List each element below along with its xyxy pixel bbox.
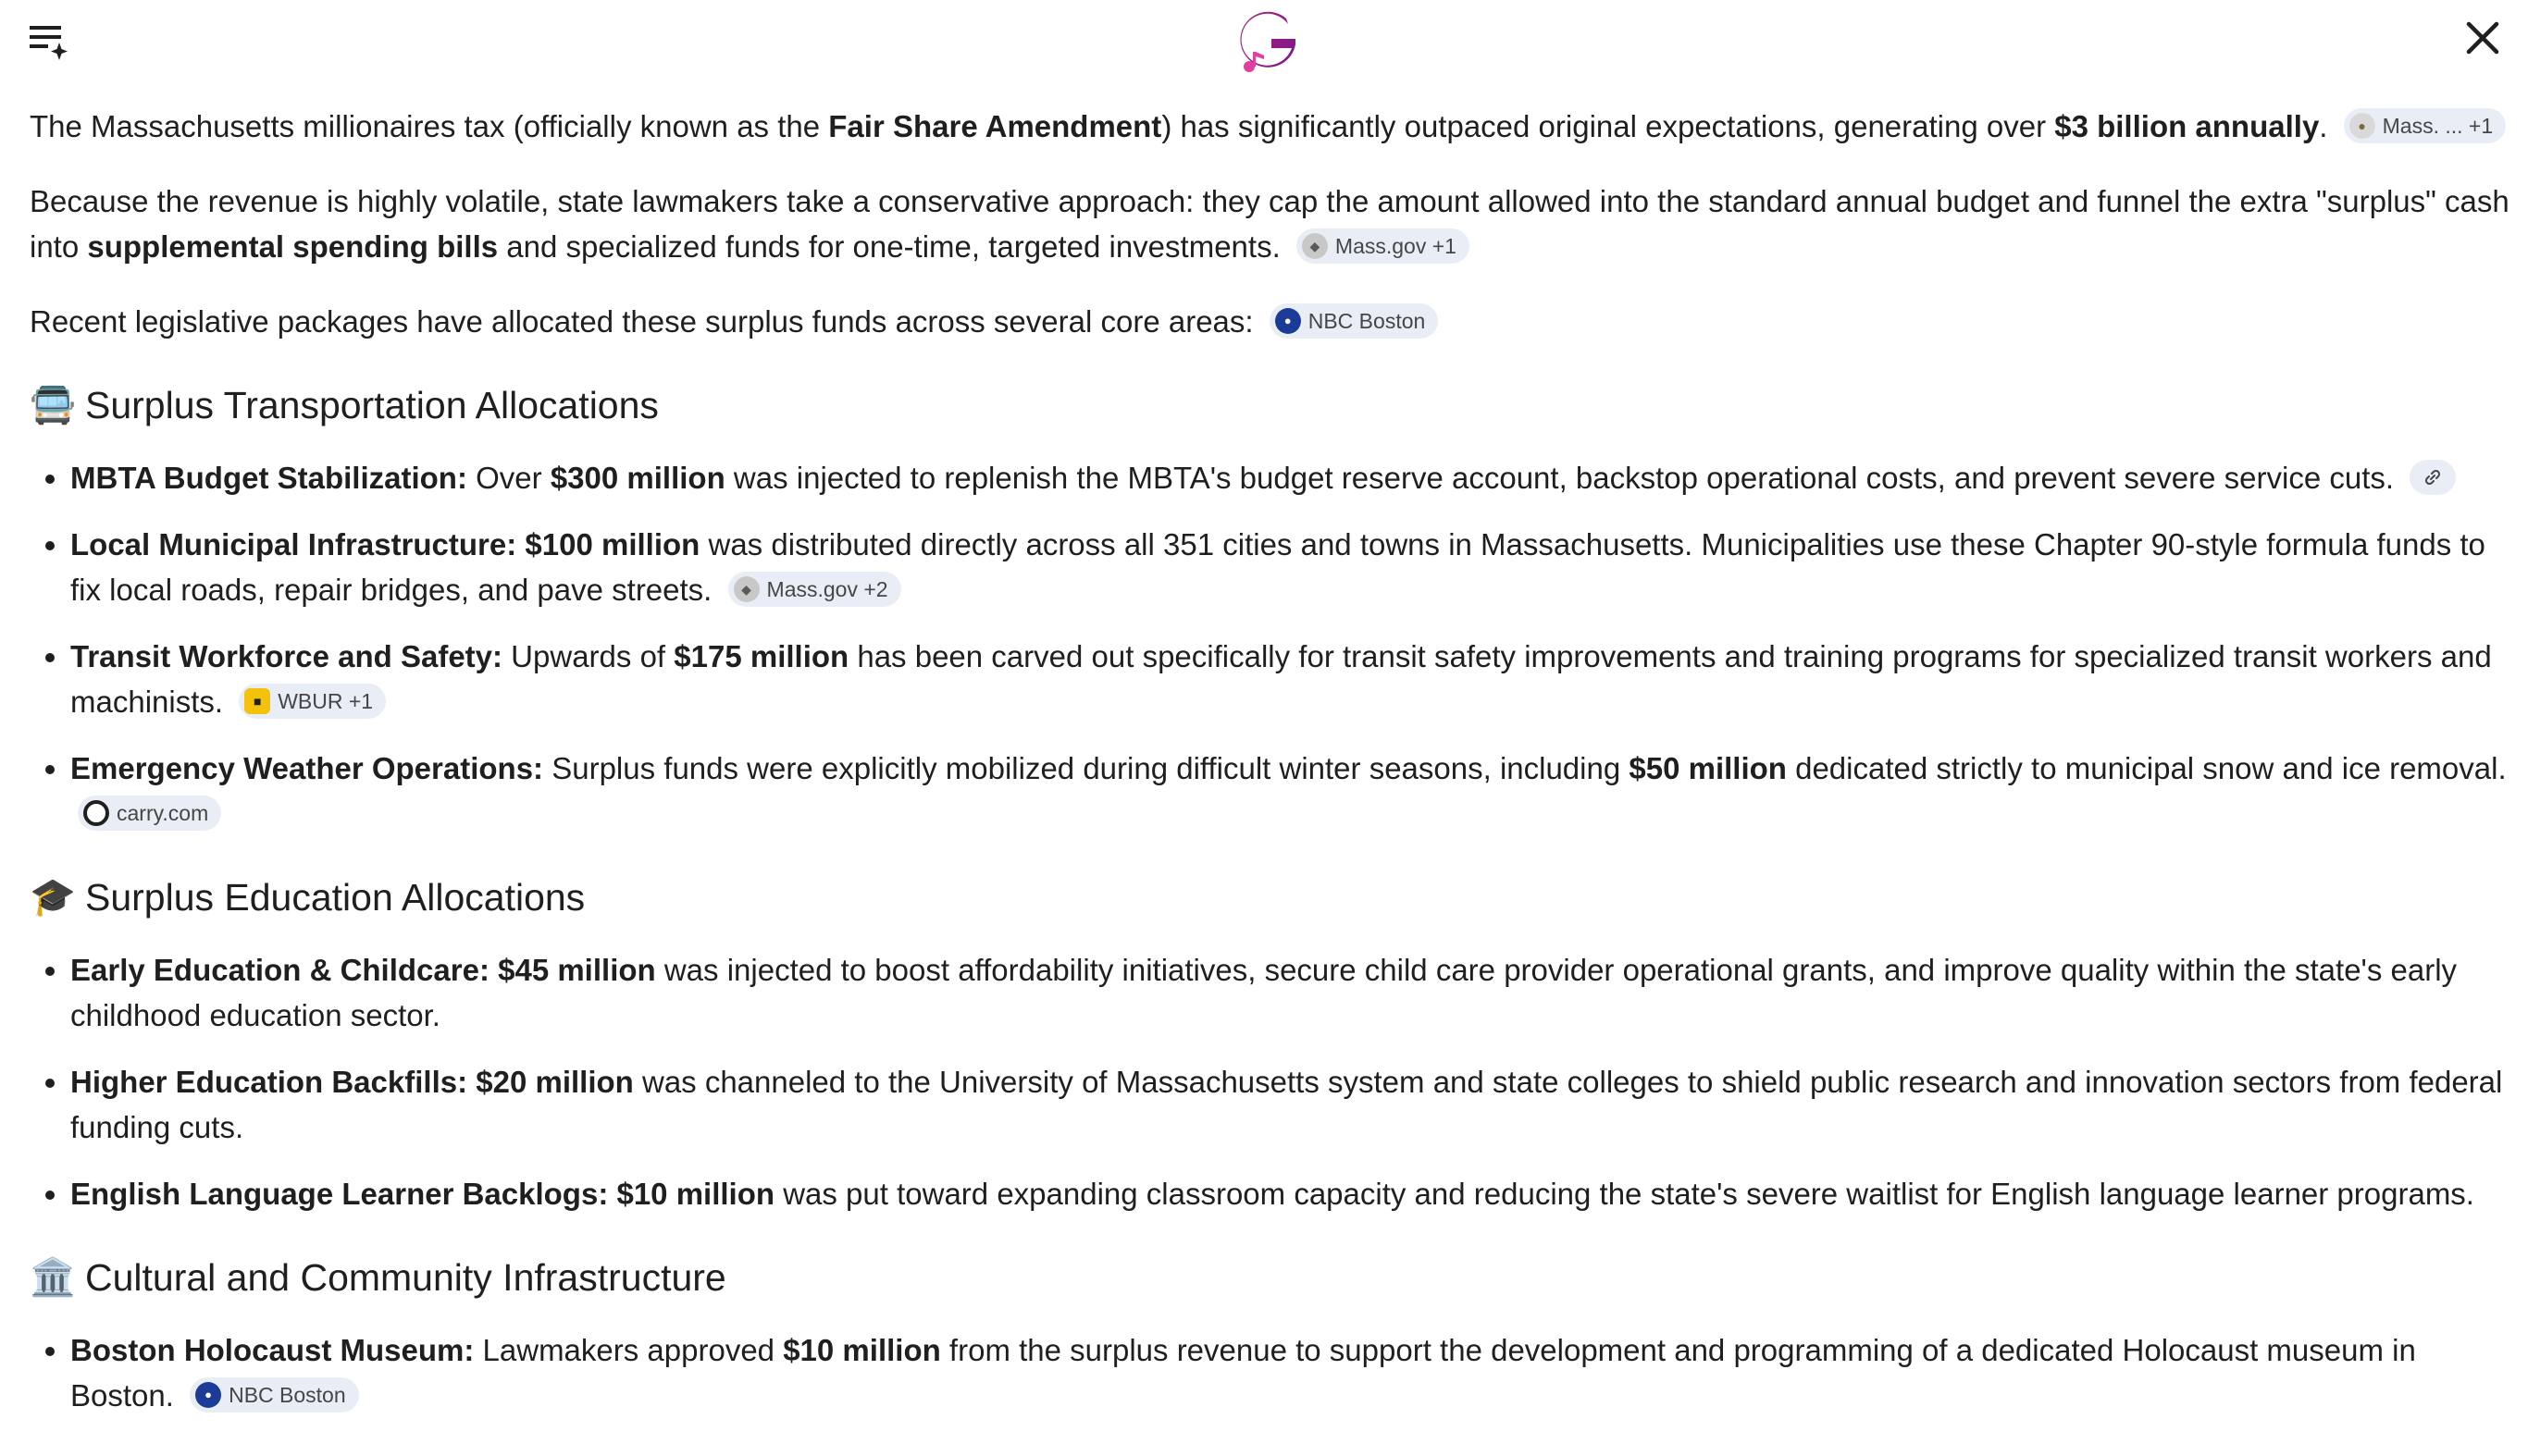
text-segment: has been carved out specifically for transit safety improvements and training programs for specialized transit workers and machinists. (70, 639, 2492, 719)
text-segment: Over (466, 461, 551, 495)
bold-text: Emergency Weather Operations: (70, 751, 544, 785)
text-segment: Lawmakers approved (474, 1333, 784, 1367)
source-chip[interactable] (2344, 108, 2507, 143)
wbur-source-icon: ■ (244, 688, 270, 714)
section-title: Cultural and Community Infrastructure (85, 1256, 726, 1299)
source-chip[interactable] (1270, 303, 1439, 339)
bold-text: $300 million (550, 461, 725, 495)
source-chip-label: NBC Boston (1307, 309, 1426, 334)
source-chip[interactable] (190, 1377, 359, 1413)
gemini-g-logo (1231, 6, 1305, 80)
gov-source-icon: ◆ (1302, 233, 1328, 259)
list-item (70, 947, 2509, 1038)
bold-text: $50 million (1629, 751, 1787, 785)
source-chip[interactable] (728, 572, 901, 607)
text-segment: was injected to replenish the MBTA's budget reserve account, backstop operational costs, and prevent severe service cuts. (725, 461, 2403, 495)
bold-text: $10 million (783, 1333, 941, 1367)
text-segment: was put toward expanding classroom capacity and reducing the state's severe waitlist for English language learner programs. (775, 1177, 2474, 1211)
text-segment: ) has significantly outpaced original expectations, generating over (1161, 109, 2055, 143)
list-item (70, 1059, 2509, 1150)
top-bar (0, 0, 2528, 89)
section-heading (30, 379, 2509, 431)
text-segment: The Massachusetts millionaires tax (officially known as the (30, 109, 829, 143)
text-segment: was distributed directly across all 351 cities and towns in Massachusetts. Municipalities use these Chapter 90-style formula funds to fix local roads, repair bridges, and pave streets. (70, 527, 2485, 607)
bold-text: Early Education & Childcare: $45 million (70, 953, 656, 987)
bold-text: English Language Learner Backlogs: $10 million (70, 1177, 775, 1211)
source-chip-label: WBUR +1 (278, 689, 374, 714)
text-segment: and specialized funds for one-time, targeted investments. (498, 229, 1289, 264)
bold-text: $3 billion annually (2054, 109, 2320, 143)
source-chip[interactable] (239, 684, 386, 719)
section-list (30, 1327, 2509, 1418)
source-chip-label: carry.com (117, 801, 209, 826)
bold-text: supplemental spending bills (87, 229, 499, 264)
intro-paragraph (30, 179, 2509, 269)
text-segment: Because the revenue is highly volatile, state lawmakers take a conservative approach: they cap the amount allowed into the standard annual budget and funnel the extra "surplus" cash into (30, 184, 2509, 264)
menu-sparkle-icon[interactable] (26, 19, 70, 63)
text-segment: from the surplus revenue to support the development and programming of a dedicated Holocaust museum in Boston. (70, 1333, 2416, 1413)
mass-source-icon: ● (2349, 113, 2375, 139)
close-icon[interactable] (2458, 13, 2508, 63)
bold-text: Local Municipal Infrastructure: $100 million (70, 527, 700, 561)
nbc-source-icon: ● (1275, 308, 1301, 334)
bold-text: Transit Workforce and Safety: (70, 639, 503, 673)
bold-text: Fair Share Amendment (828, 109, 1162, 143)
text-segment: . (2319, 109, 2336, 143)
source-link-chip[interactable] (2410, 460, 2456, 495)
source-chip-label: Mass.gov +2 (766, 577, 888, 602)
list-item (70, 1327, 2509, 1418)
intro-paragraph (30, 299, 2509, 344)
text-segment: was channeled to the University of Massachusetts system and state colleges to shield public research and innovation sectors from federal funding cuts. (70, 1065, 2503, 1144)
section-emoji-icon: 🚍 (30, 384, 76, 426)
bold-text: Boston Holocaust Museum: (70, 1333, 475, 1367)
source-chip-label: Mass. ... +1 (2382, 114, 2494, 139)
list-item (70, 634, 2509, 724)
text-segment: Surplus funds were explicitly mobilized during difficult winter seasons, including (543, 751, 1630, 785)
source-chip[interactable] (78, 796, 221, 831)
bold-text: $175 million (674, 639, 849, 673)
text-segment: dedicated strictly to municipal snow and ice removal. (1786, 751, 2507, 785)
response-content (30, 104, 2509, 1439)
source-chip[interactable] (1296, 228, 1469, 264)
section-heading (30, 1252, 2509, 1303)
list-item (70, 1171, 2509, 1216)
bold-text: Higher Education Backfills: $20 million (70, 1065, 634, 1099)
list-item (70, 746, 2509, 836)
link-icon (2423, 467, 2443, 487)
section-emoji-icon: 🏛️ (30, 1256, 76, 1299)
text-segment: Upwards of (502, 639, 675, 673)
bold-text: MBTA Budget Stabilization: (70, 461, 467, 495)
text-segment: Recent legislative packages have allocated these surplus funds across several core areas: (30, 304, 1262, 339)
section-title: Surplus Transportation Allocations (85, 384, 659, 426)
section-title: Surplus Education Allocations (85, 876, 586, 919)
section-list (30, 947, 2509, 1216)
source-chip-label: NBC Boston (229, 1383, 346, 1408)
source-chip-label: Mass.gov +1 (1334, 234, 1456, 259)
intro-paragraph (30, 104, 2509, 149)
text-segment: was injected to boost affordability initiatives, secure child care provider operational grants, and improve quality within the state's early childhood education sector. (70, 953, 2458, 1032)
list-item (70, 522, 2509, 612)
section-list (30, 455, 2509, 836)
carry-source-icon (83, 800, 109, 826)
nbc-source-icon: ● (195, 1382, 221, 1408)
section-heading (30, 871, 2509, 923)
list-item (70, 455, 2509, 500)
gov-source-icon: ◆ (734, 576, 760, 602)
section-emoji-icon: 🎓 (30, 876, 76, 919)
